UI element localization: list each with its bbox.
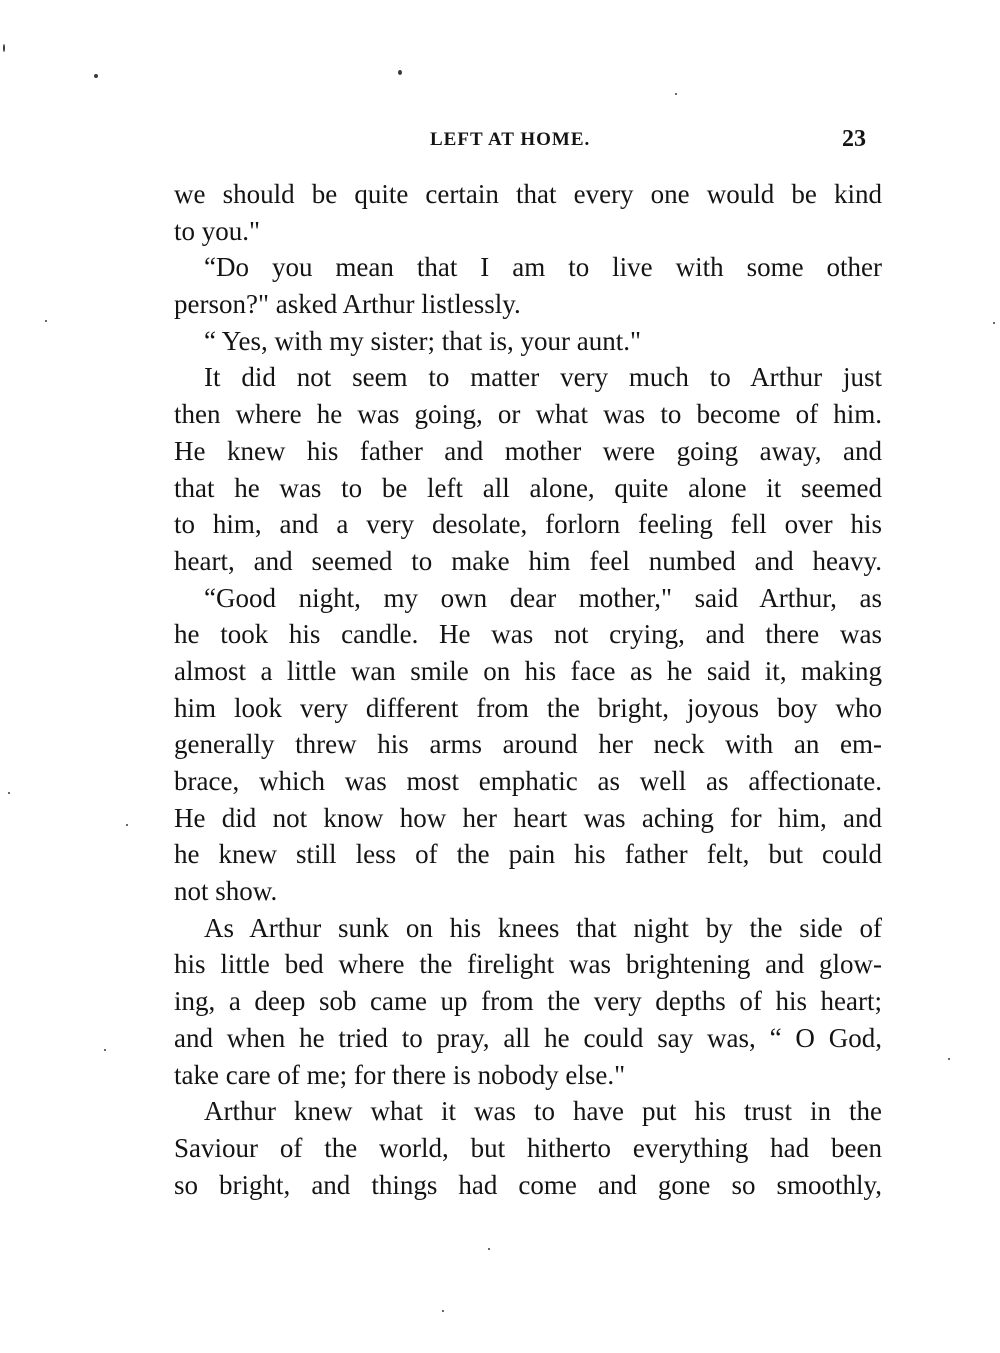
text-line: to him, and a very desolate, forlorn feeling fell over his bbox=[174, 509, 882, 540]
text-line: person?" asked Arthur listlessly. bbox=[174, 289, 521, 320]
page-speck bbox=[8, 792, 10, 794]
text-line: generally threw his arms around her neck with an em- bbox=[174, 729, 882, 760]
page-speck bbox=[675, 93, 677, 95]
text-line: not show. bbox=[174, 876, 278, 907]
text-line: “Do you mean that I am to live with some other bbox=[204, 252, 882, 283]
page-speck bbox=[104, 1049, 106, 1051]
page-speck bbox=[398, 70, 402, 75]
text-line: that he was to be left all alone, quite alone it seemed bbox=[174, 472, 882, 503]
text-line: It did not seem to matter very much to Arthur just bbox=[204, 362, 882, 393]
text-line: As Arthur sunk on his knees that night by the side of bbox=[204, 912, 882, 943]
text-line: him look very different from the bright, joyous boy who bbox=[174, 692, 882, 723]
page-number: 23 bbox=[842, 126, 866, 152]
text-line: Saviour of the world, but hitherto everything had been bbox=[174, 1132, 882, 1163]
page-speck bbox=[3, 44, 5, 52]
text-line: “ Yes, with my sister; that is, your aunt." bbox=[204, 325, 642, 356]
text-line: “Good night, my own dear mother," said Arthur, as bbox=[204, 582, 882, 613]
text-line: almost a little wan smile on his face as he said it, making bbox=[174, 655, 882, 686]
body-text bbox=[174, 176, 882, 1203]
page-speck bbox=[45, 320, 47, 322]
text-line: and when he tried to pray, all he could say was, “ O God, bbox=[174, 1022, 882, 1053]
text-line: He knew his father and mother were going away, and bbox=[174, 435, 882, 466]
page-speck bbox=[442, 1310, 444, 1312]
page-speck bbox=[94, 74, 98, 78]
text-line: we should be quite certain that every one would be kind bbox=[174, 179, 882, 209]
page-speck bbox=[993, 322, 995, 324]
text-line: take care of me; for there is nobody else." bbox=[174, 1059, 626, 1090]
running-head bbox=[0, 126, 1000, 155]
text-line: ing, a deep sob came up from the very depths of his heart; bbox=[174, 986, 882, 1017]
text-line: to you." bbox=[174, 215, 261, 246]
text-line: He did not know how her heart was aching for him, and bbox=[174, 802, 882, 833]
text-line: brace, which was most emphatic as well as affectionate. bbox=[174, 766, 882, 796]
text-line: heart, and seemed to make him feel numbed and heavy. bbox=[174, 545, 882, 576]
text-line: Arthur knew what it was to have put his trust in the bbox=[204, 1096, 882, 1127]
text-line: he knew still less of the pain his father felt, but could bbox=[174, 839, 882, 870]
running-title: LEFT AT HOME. bbox=[430, 129, 591, 150]
text-line: he took his candle. He was not crying, and there was bbox=[174, 619, 882, 650]
page-speck bbox=[126, 824, 128, 826]
page-speck bbox=[948, 1058, 950, 1060]
text-line: then where he was going, or what was to become of him. bbox=[174, 399, 882, 430]
text-line: so bright, and things had come and gone so smoothly, bbox=[174, 1169, 882, 1200]
page-speck bbox=[488, 1248, 490, 1250]
text-line: his little bed where the firelight was brightening and glow- bbox=[174, 949, 882, 980]
